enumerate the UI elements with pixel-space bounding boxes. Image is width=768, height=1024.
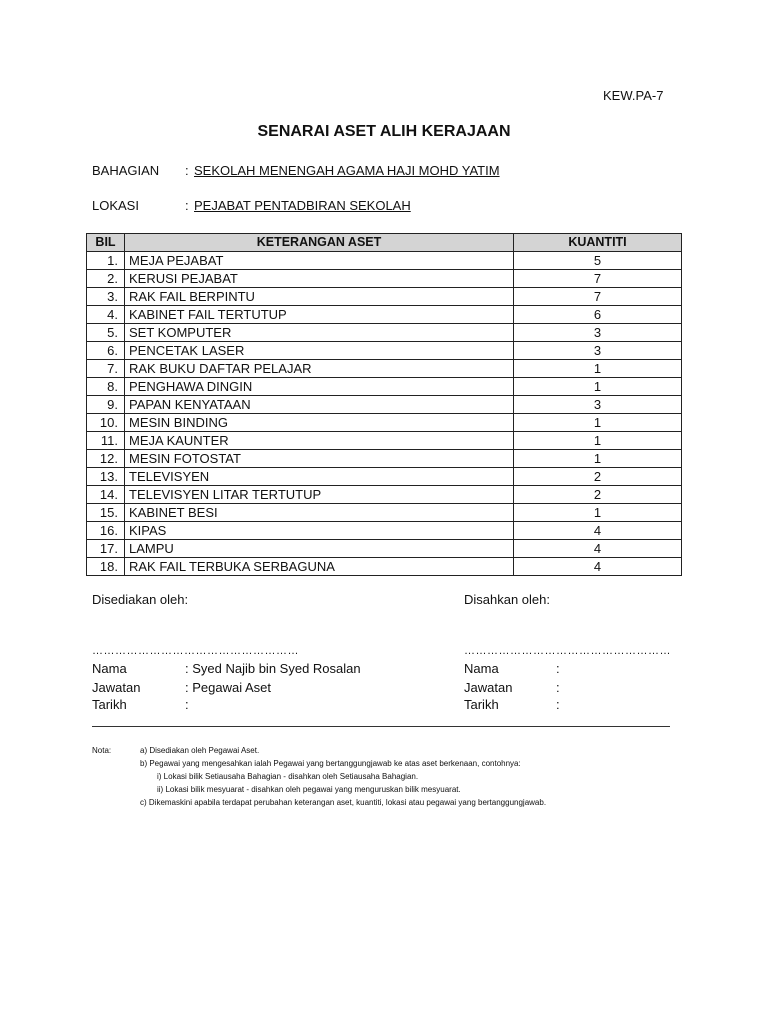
approved-tarikh-label: Tarikh bbox=[464, 697, 499, 712]
kuantiti-cell: 1 bbox=[514, 504, 682, 522]
prepared-jawatan-value: : Pegawai Aset bbox=[185, 680, 271, 695]
bahagian-value: SEKOLAH MENENGAH AGAMA HAJI MOHD YATIM bbox=[194, 163, 500, 178]
table-row bbox=[87, 270, 682, 288]
asset-table-body bbox=[87, 252, 682, 576]
kuantiti-cell: 7 bbox=[514, 288, 682, 306]
header-bil: BIL bbox=[87, 234, 125, 252]
kuantiti-cell: 7 bbox=[514, 270, 682, 288]
note-b-i: i) Lokasi bilik Setiausaha Bahagian - disahkan oleh Setiausaha Bahagian. bbox=[157, 772, 419, 781]
form-code: KEW.PA-7 bbox=[603, 88, 664, 103]
kuantiti-cell: 1 bbox=[514, 378, 682, 396]
approved-tarikh-value: : bbox=[556, 697, 560, 712]
prepared-signature-line: ……………………………………………… bbox=[92, 645, 299, 657]
table-row bbox=[87, 288, 682, 306]
header-keterangan: KETERANGAN ASET bbox=[125, 234, 514, 252]
keterangan-cell: RAK FAIL BERPINTU bbox=[125, 288, 514, 306]
approved-jawatan-label: Jawatan bbox=[464, 680, 513, 695]
table-row bbox=[87, 450, 682, 468]
bil-cell: 5. bbox=[87, 324, 125, 342]
table-header-row bbox=[87, 234, 682, 252]
bil-cell: 13. bbox=[87, 468, 125, 486]
kuantiti-cell: 2 bbox=[514, 486, 682, 504]
approved-signature-line: ……………………………………………… bbox=[464, 645, 671, 657]
keterangan-cell: SET KOMPUTER bbox=[125, 324, 514, 342]
table-row bbox=[87, 378, 682, 396]
bil-cell: 14. bbox=[87, 486, 125, 504]
keterangan-cell: TELEVISYEN bbox=[125, 468, 514, 486]
bil-cell: 16. bbox=[87, 522, 125, 540]
table-row bbox=[87, 324, 682, 342]
kuantiti-cell: 3 bbox=[514, 396, 682, 414]
keterangan-cell: MEJA KAUNTER bbox=[125, 432, 514, 450]
bahagian-label: BAHAGIAN bbox=[92, 163, 160, 178]
approved-jawatan-value: : bbox=[556, 680, 560, 695]
bil-cell: 8. bbox=[87, 378, 125, 396]
bil-cell: 9. bbox=[87, 396, 125, 414]
table-row bbox=[87, 414, 682, 432]
table-row bbox=[87, 306, 682, 324]
bil-cell: 18. bbox=[87, 558, 125, 576]
keterangan-cell: LAMPU bbox=[125, 540, 514, 558]
keterangan-cell: RAK BUKU DAFTAR PELAJAR bbox=[125, 360, 514, 378]
table-row bbox=[87, 468, 682, 486]
keterangan-cell: KIPAS bbox=[125, 522, 514, 540]
approved-nama-value: : bbox=[556, 661, 560, 676]
note-a: a) Disediakan oleh Pegawai Aset. bbox=[140, 746, 260, 755]
kuantiti-cell: 6 bbox=[514, 306, 682, 324]
prepared-tarikh-value: : bbox=[185, 697, 189, 712]
table-row bbox=[87, 558, 682, 576]
approved-nama-label: Nama bbox=[464, 661, 499, 676]
keterangan-cell: RAK FAIL TERBUKA SERBAGUNA bbox=[125, 558, 514, 576]
keterangan-cell: TELEVISYEN LITAR TERTUTUP bbox=[125, 486, 514, 504]
bil-cell: 1. bbox=[87, 252, 125, 270]
table-row bbox=[87, 540, 682, 558]
header-kuantiti: KUANTITI bbox=[514, 234, 682, 252]
bahagian-separator: : bbox=[185, 163, 189, 178]
table-row bbox=[87, 252, 682, 270]
kuantiti-cell: 1 bbox=[514, 360, 682, 378]
table-row bbox=[87, 432, 682, 450]
bil-cell: 17. bbox=[87, 540, 125, 558]
table-row bbox=[87, 486, 682, 504]
lokasi-value: PEJABAT PENTADBIRAN SEKOLAH bbox=[194, 198, 411, 213]
table-row bbox=[87, 360, 682, 378]
kuantiti-cell: 4 bbox=[514, 540, 682, 558]
kuantiti-cell: 3 bbox=[514, 342, 682, 360]
bil-cell: 7. bbox=[87, 360, 125, 378]
keterangan-cell: PENGHAWA DINGIN bbox=[125, 378, 514, 396]
note-c: c) Dikemaskini apabila terdapat perubahan keterangan aset, kuantiti, lokasi atau pegawai yang bertanggungjawab. bbox=[140, 798, 547, 807]
keterangan-cell: KABINET FAIL TERTUTUP bbox=[125, 306, 514, 324]
keterangan-cell: MESIN FOTOSTAT bbox=[125, 450, 514, 468]
kuantiti-cell: 1 bbox=[514, 450, 682, 468]
keterangan-cell: PAPAN KENYATAAN bbox=[125, 396, 514, 414]
lokasi-separator: : bbox=[185, 198, 189, 213]
keterangan-cell: PENCETAK LASER bbox=[125, 342, 514, 360]
bil-cell: 10. bbox=[87, 414, 125, 432]
keterangan-cell: MESIN BINDING bbox=[125, 414, 514, 432]
bil-cell: 2. bbox=[87, 270, 125, 288]
bil-cell: 11. bbox=[87, 432, 125, 450]
kuantiti-cell: 5 bbox=[514, 252, 682, 270]
approved-heading: Disahkan oleh: bbox=[464, 592, 550, 607]
prepared-nama-value: : Syed Najib bin Syed Rosalan bbox=[185, 661, 361, 676]
kuantiti-cell: 1 bbox=[514, 432, 682, 450]
table-row bbox=[87, 342, 682, 360]
bil-cell: 6. bbox=[87, 342, 125, 360]
kuantiti-cell: 2 bbox=[514, 468, 682, 486]
document-title: SENARAI ASET ALIH KERAJAAN bbox=[257, 123, 511, 140]
lokasi-label: LOKASI bbox=[92, 198, 139, 213]
note-b: b) Pegawai yang mengesahkan ialah Pegawai yang bertanggungjawab ke atas aset berkenaan, contohnya: bbox=[140, 759, 521, 768]
keterangan-cell: MEJA PEJABAT bbox=[125, 252, 514, 270]
bil-cell: 12. bbox=[87, 450, 125, 468]
table-row bbox=[87, 504, 682, 522]
kuantiti-cell: 4 bbox=[514, 522, 682, 540]
divider-line bbox=[92, 726, 670, 727]
kuantiti-cell: 3 bbox=[514, 324, 682, 342]
asset-table bbox=[86, 233, 682, 576]
prepared-heading: Disediakan oleh: bbox=[92, 592, 189, 607]
keterangan-cell: KABINET BESI bbox=[125, 504, 514, 522]
note-b-ii: ii) Lokasi bilik mesyuarat - disahkan oleh pegawai yang menguruskan bilik mesyuarat. bbox=[157, 785, 461, 794]
prepared-nama-label: Nama bbox=[92, 661, 127, 676]
table-row bbox=[87, 522, 682, 540]
keterangan-cell: KERUSI PEJABAT bbox=[125, 270, 514, 288]
bil-cell: 15. bbox=[87, 504, 125, 522]
prepared-jawatan-label: Jawatan bbox=[92, 680, 141, 695]
bil-cell: 4. bbox=[87, 306, 125, 324]
notes-label: Nota: bbox=[92, 746, 112, 755]
bil-cell: 3. bbox=[87, 288, 125, 306]
kuantiti-cell: 1 bbox=[514, 414, 682, 432]
table-row bbox=[87, 396, 682, 414]
prepared-tarikh-label: Tarikh bbox=[92, 697, 127, 712]
kuantiti-cell: 4 bbox=[514, 558, 682, 576]
